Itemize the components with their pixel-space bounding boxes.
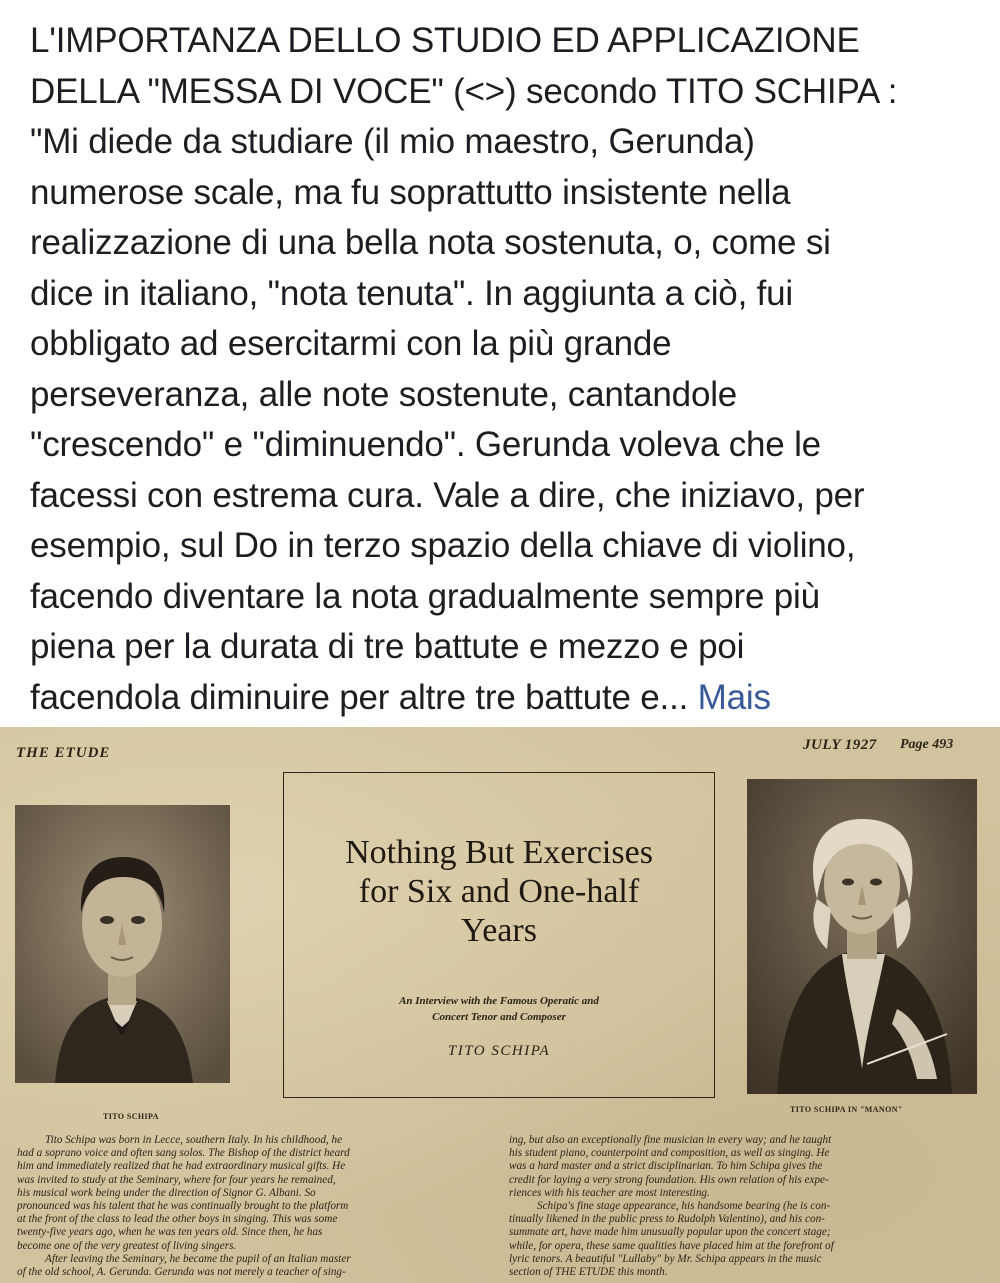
post-line: dice in italiano, "nota tenuta". In aggiunta a ciò, fui [30,273,793,313]
column-line: tinually likened in the public press to Rudolph Valentino), and his con- [509,1213,825,1226]
post-line: "crescendo" e "diminuendo". Gerunda voleva che le [30,425,821,464]
column-line: was invited to study at the Seminary, where for four years he remained, [17,1173,336,1186]
post-line: "Mi diede da studiare (il mio maestro, Gerunda) [30,122,755,161]
see-more-link[interactable]: Mais [697,677,771,717]
column-line: become one of the very greatest of living singers. [17,1239,237,1252]
column-line: After leaving the Seminary, he became the pupil of an Italian master [45,1252,351,1265]
title-line: Years [461,912,537,949]
title-box [283,772,715,1098]
column-line: was a hard master and a strict disciplinarian. To him Schipa gives the [509,1160,823,1173]
post-line: L'IMPORTANZA DELLO STUDIO ED APPLICAZIONE [30,21,860,60]
column-line: at the front of the class to lead the other boys in singing. This was some [17,1213,338,1226]
column-line: pronounced was his talent that he was continually brought to the platform [17,1200,349,1213]
column-line: his student piano, counterpoint and composition, as well as singing. He [509,1147,830,1160]
post-line: realizzazione di una bella nota sostenuta, o, come si [30,223,831,262]
post-photo[interactable] [0,727,1000,1283]
column-line: Tito Schipa was born in Lecce, southern Italy. In his childhood, he [45,1134,343,1146]
column-line: twenty-five years ago, when he was ten years old. Since then, he has [17,1226,323,1239]
post-line: esempio, sul Do in terzo spazio della chiave di violino, [30,526,856,565]
post-line: facendo diventare la nota gradualmente sempre più [30,576,820,616]
page-number: Page 493 [900,737,954,752]
article-author: TITO SCHIPA [447,1043,551,1059]
post-line: DELLA "MESSA DI VOCE" (<>) secondo TITO SCHIPA : [30,71,898,111]
column-line: his musical work being under the direction of Signor G. Albani. So [17,1186,316,1199]
portrait-photo-right [747,779,977,1094]
article-subtitle [284,993,714,1025]
caption-left: TITO SCHIPA [103,1112,159,1121]
article-column-left [17,1134,493,1279]
column-line: credit for laying a very strong foundation. His own relation of his expe- [509,1173,829,1186]
column-line: lyric tenors. A beautiful "Lullaby" by Mr. Schipa appears in the music [509,1252,822,1265]
article-title [284,833,714,950]
article-column-right [509,1134,989,1279]
post-text [30,16,980,723]
title-line: for Six and One-half [358,873,640,910]
post-line: perseveranza, alle note sostenute, cantandole [30,374,738,414]
column-line: ing, but also an exceptionally fine musician in every way; and he taught [509,1134,832,1146]
issue-date: JULY 1927 [803,737,877,753]
caption-right: TITO SCHIPA IN "MANON" [790,1105,903,1114]
column-line: section of THE ETUDE this month. [509,1266,668,1279]
column-line: riences with his teacher are most interesting. [509,1186,710,1199]
title-line: Nothing But Exercises [345,834,653,871]
magazine-name: THE ETUDE [16,745,111,761]
subtitle-line: An Interview with the Famous Operatic and [399,995,599,1007]
post-line: facessi con estrema cura. Vale a dire, che iniziavo, per [30,475,865,515]
subtitle-line: Concert Tenor and Composer [432,1011,566,1023]
column-line: summate art, have made him unusually popular upon the concert stage; [509,1226,831,1239]
post-line-text: facendola diminuire per altre tre battute e... [30,677,689,717]
column-line: Schipa's fine stage appearance, his handsome bearing (he is con- [537,1200,831,1213]
column-line: while, for opera, these same qualities have placed him at the forefront of [509,1239,834,1252]
column-line: him and immediately realized that he had extraordinary musical gifts. He [17,1160,346,1173]
portrait-photo-left [15,805,230,1083]
post-line: numerose scale, ma fu soprattutto insistente nella [30,172,791,212]
column-line: of the old school, A. Gerunda. Gerunda was not merely a teacher of sing- [17,1266,346,1279]
post-line-last [30,673,980,724]
post-line: obbligato ad esercitarmi con la più grande [30,324,672,363]
post-line: piena per la durata di tre battute e mezzo e poi [30,627,745,666]
column-line: had a soprano voice and often sang solos. The Bishop of the district heard [17,1147,350,1160]
